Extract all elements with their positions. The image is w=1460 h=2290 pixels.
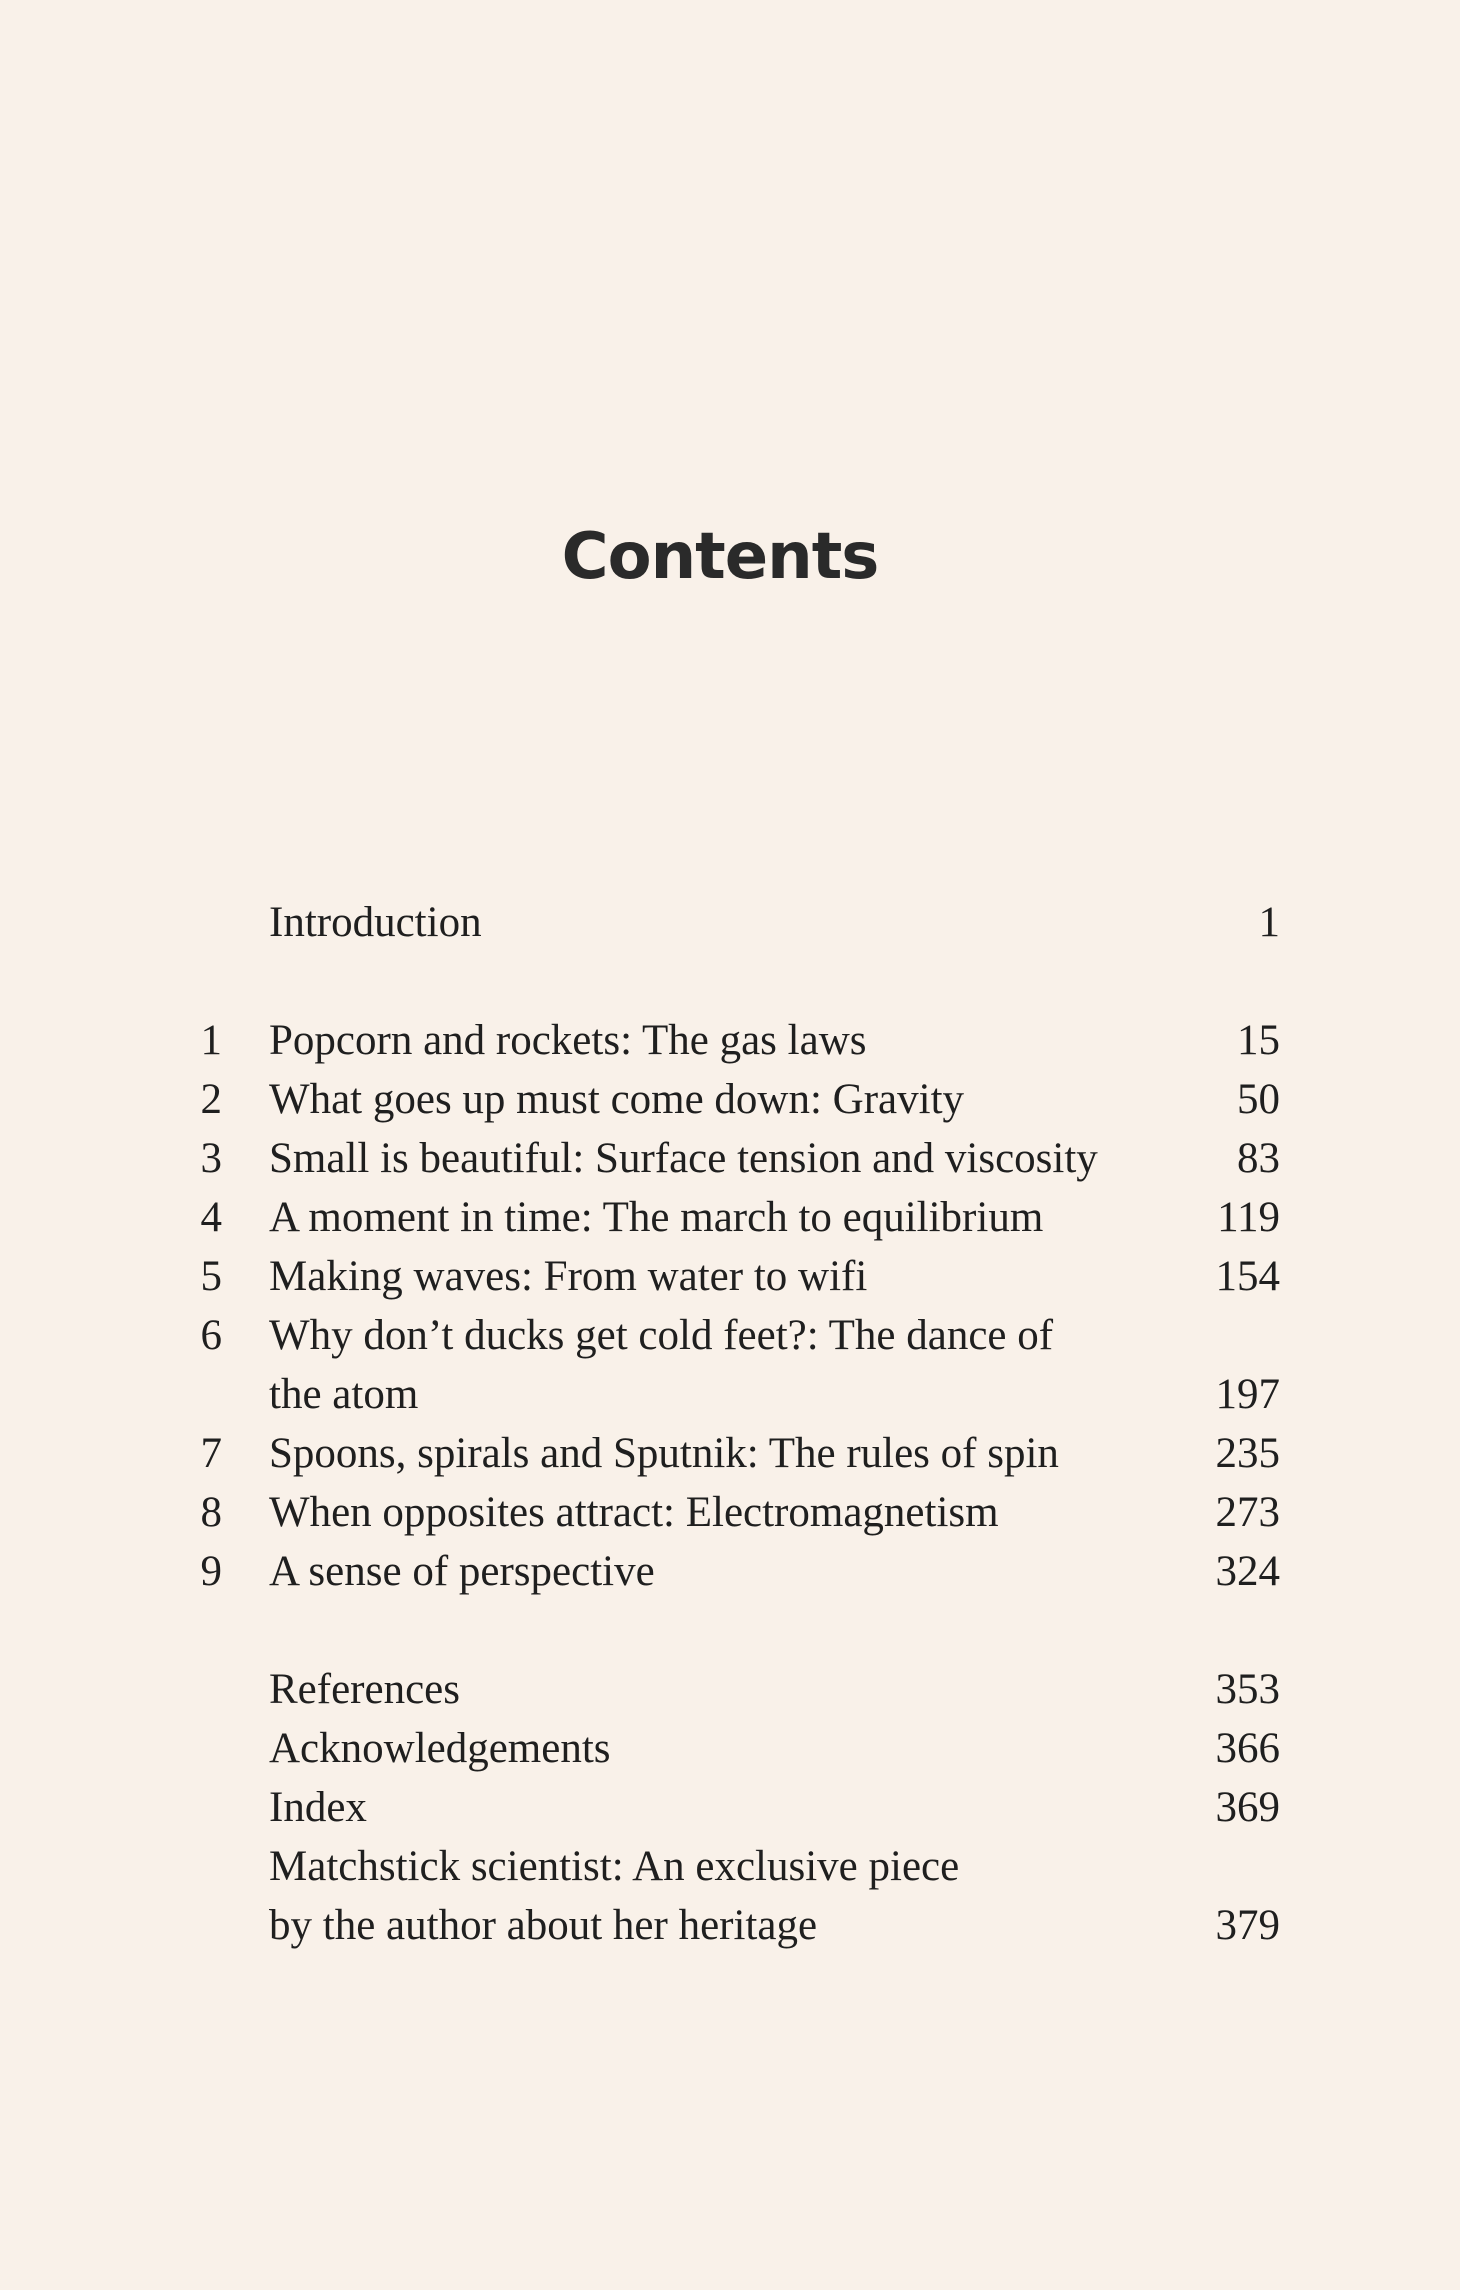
entry-title: Acknowledgements bbox=[269, 1725, 611, 1772]
entry-page: 154 bbox=[1215, 1253, 1280, 1300]
chapter-number: 4 bbox=[200, 1194, 222, 1241]
chapter-number: 9 bbox=[200, 1548, 222, 1595]
chapter-number: 1 bbox=[200, 1017, 222, 1064]
entry-title: A sense of perspective bbox=[269, 1548, 655, 1595]
toc-entry-chapter[interactable] bbox=[190, 1247, 1280, 1306]
entry-title: Making waves: From water to wifi bbox=[269, 1253, 868, 1300]
entry-title: A moment in time: The march to equilibrium bbox=[269, 1194, 1044, 1241]
entry-page: 83 bbox=[1237, 1135, 1280, 1182]
entry-title: Index bbox=[269, 1784, 367, 1831]
entry-title: What goes up must come down: Gravity bbox=[269, 1076, 965, 1123]
toc-entry-chapter-continued[interactable] bbox=[190, 1365, 1280, 1424]
entry-page: 1 bbox=[1258, 899, 1280, 946]
entry-title: Introduction bbox=[269, 899, 482, 946]
entry-page: 324 bbox=[1215, 1548, 1280, 1595]
chapter-number: 7 bbox=[200, 1430, 222, 1477]
toc-entry-index[interactable] bbox=[190, 1778, 1280, 1837]
entry-title-continued: by the author about her heritage bbox=[269, 1902, 818, 1949]
chapter-number: 8 bbox=[200, 1489, 222, 1536]
toc-entry-introduction[interactable] bbox=[190, 893, 1280, 952]
toc-entry-matchstick-scientist[interactable] bbox=[190, 1837, 1280, 1896]
entry-title: When opposites attract: Electromagnetism bbox=[269, 1489, 999, 1536]
entry-page: 366 bbox=[1215, 1725, 1280, 1772]
toc-entry-acknowledgements[interactable] bbox=[190, 1719, 1280, 1778]
toc-entry-chapter[interactable] bbox=[190, 1483, 1280, 1542]
toc-entry-chapter[interactable] bbox=[190, 1306, 1280, 1365]
entry-page: 235 bbox=[1215, 1430, 1280, 1477]
entry-page: 273 bbox=[1215, 1489, 1280, 1536]
toc-entry-chapter[interactable] bbox=[190, 1424, 1280, 1483]
entry-title: Why don’t ducks get cold feet?: The dance of bbox=[269, 1312, 1054, 1359]
chapter-number: 3 bbox=[200, 1135, 222, 1182]
entry-page: 50 bbox=[1237, 1076, 1280, 1123]
entry-page: 15 bbox=[1237, 1017, 1280, 1064]
entry-title: Matchstick scientist: An exclusive piece bbox=[269, 1843, 960, 1890]
entry-title: References bbox=[269, 1666, 460, 1713]
toc-entry-chapter[interactable] bbox=[190, 1129, 1280, 1188]
entry-title-continued: the atom bbox=[269, 1371, 419, 1418]
chapter-number: 5 bbox=[200, 1253, 222, 1300]
chapter-number: 6 bbox=[200, 1312, 222, 1359]
entry-title: Spoons, spirals and Sputnik: The rules of spin bbox=[269, 1430, 1059, 1477]
entry-page: 197 bbox=[1215, 1371, 1280, 1418]
entry-title: Small is beautiful: Surface tension and viscosity bbox=[269, 1135, 1098, 1182]
entry-page: 353 bbox=[1215, 1666, 1280, 1713]
toc-entry-matchstick-scientist-continued[interactable] bbox=[190, 1896, 1280, 1955]
entry-page: 119 bbox=[1217, 1194, 1280, 1241]
toc-entry-chapter[interactable] bbox=[190, 1188, 1280, 1247]
table-of-contents bbox=[190, 893, 1280, 1955]
toc-entry-chapter[interactable] bbox=[190, 1011, 1280, 1070]
chapter-number: 2 bbox=[200, 1076, 222, 1123]
entry-page: 379 bbox=[1215, 1902, 1280, 1949]
page-title: Contents bbox=[561, 520, 879, 594]
entry-page: 369 bbox=[1215, 1784, 1280, 1831]
toc-entry-chapter[interactable] bbox=[190, 1542, 1280, 1601]
toc-entry-references[interactable] bbox=[190, 1660, 1280, 1719]
toc-entry-chapter[interactable] bbox=[190, 1070, 1280, 1129]
entry-title: Popcorn and rockets: The gas laws bbox=[269, 1017, 867, 1064]
